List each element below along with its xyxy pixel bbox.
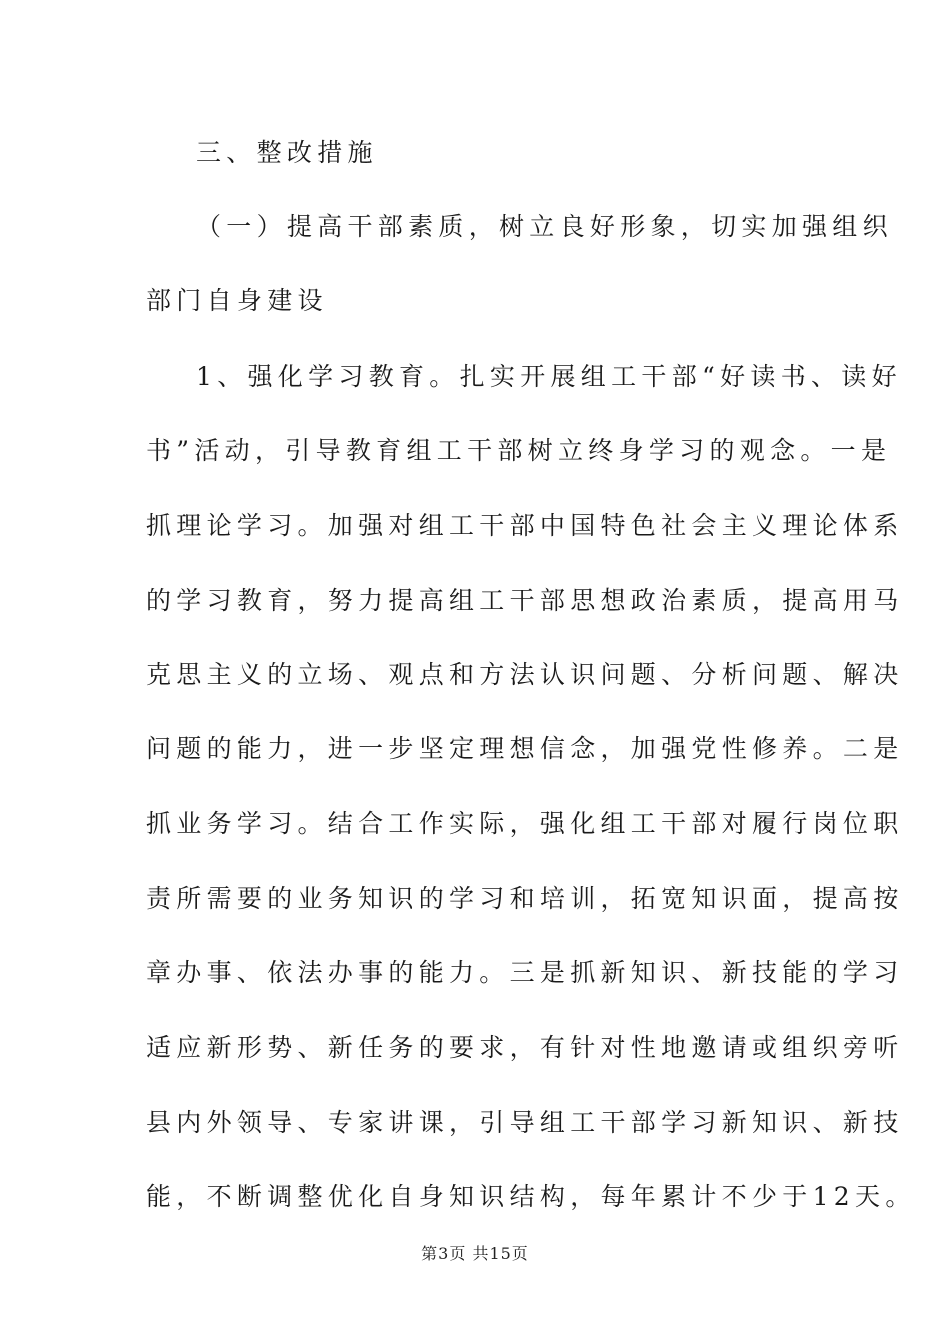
paragraph-line: 抓业务学习。结合工作实际，强化组工干部对履行岗位职 <box>146 809 904 838</box>
section-heading: 三、整改措施 <box>196 138 378 167</box>
page-footer: 第3页 共15页 <box>421 1244 529 1263</box>
subheading-line-2: 部门自身建设 <box>146 286 328 315</box>
paragraph-line: 的学习教育，努力提高组工干部思想政治素质，提高用马 <box>146 586 904 615</box>
paragraph-line: 章办事、依法办事的能力。三是抓新知识、新技能的学习 <box>146 958 904 987</box>
paragraph-line: 问题的能力，进一步坚定理想信念，加强党性修养。二是 <box>146 734 904 763</box>
subheading-line-1: （一）提高干部素质，树立良好形象，切实加强组织 <box>196 212 893 241</box>
paragraph-line: 克思主义的立场、观点和方法认识问题、分析问题、解决 <box>146 660 904 689</box>
paragraph-line: 抓理论学习。加强对组工干部中国特色社会主义理论体系 <box>146 511 904 540</box>
paragraph-line: 1、强化学习教育。扎实开展组工干部“好读书、读好 <box>196 362 902 391</box>
paragraph-line: 适应新形势、新任务的要求，有针对性地邀请或组织旁听 <box>146 1033 904 1062</box>
paragraph-line: 责所需要的业务知识的学习和培训，拓宽知识面，提高按 <box>146 884 904 913</box>
paragraph-line: 县内外领导、专家讲课，引导组工干部学习新知识、新技 <box>146 1108 904 1137</box>
paragraph-line: 书”活动，引导教育组工干部树立终身学习的观念。一是 <box>146 436 892 465</box>
paragraph-line: 能，不断调整优化自身知识结构，每年累计不少于12天。 <box>146 1182 916 1211</box>
